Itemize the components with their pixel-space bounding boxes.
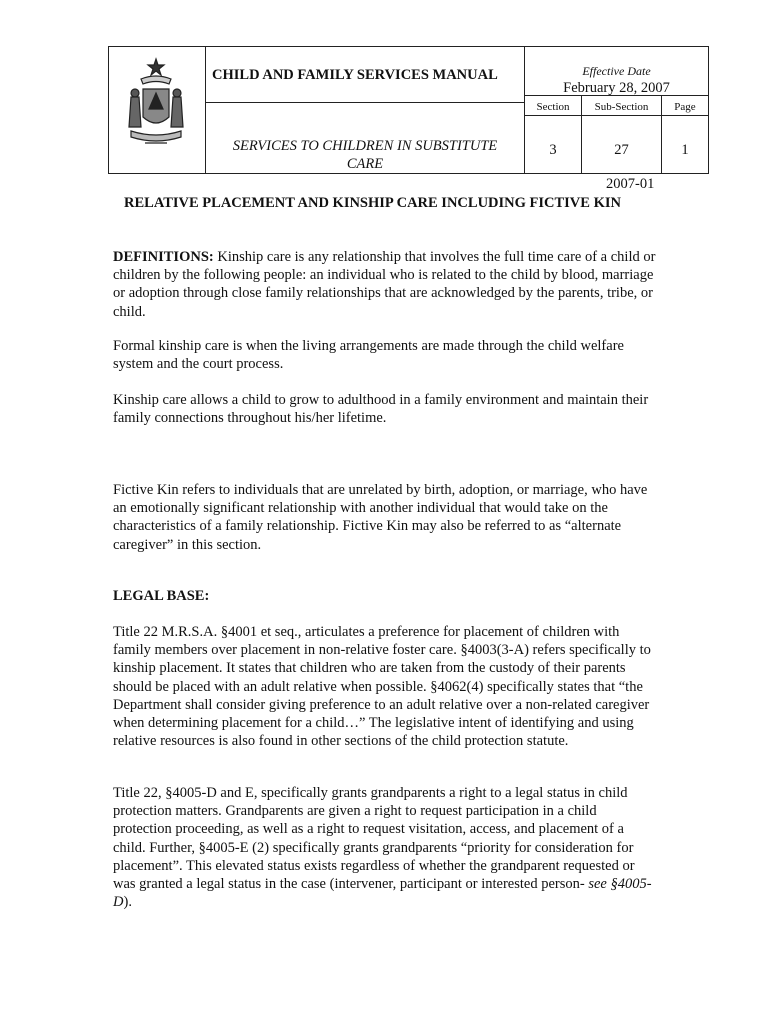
subsection-column [582, 96, 662, 173]
manual-title: CHILD AND FAMILY SERVICES MANUAL [212, 67, 498, 83]
subsection-label: Sub-Section [594, 101, 649, 113]
subject-cell [206, 103, 525, 173]
section-label: Section [536, 101, 570, 113]
page-column [662, 96, 708, 173]
definitions-paragraph-4: Fictive Kin refers to individuals that are unrelated by birth, adoption, or marriage, who have an emotionally significant relationship with another individual that would take on the characteristics of a family relationship. Fictive Kin may also be referred to as “alternate caregiver” in this section. [113, 482, 648, 553]
document-title: RELATIVE PLACEMENT AND KINSHIP CARE INCLUDING FICTIVE KIN [124, 195, 621, 211]
manual-title-cell [206, 47, 525, 103]
definitions-paragraph-2: Formal kinship care is when the living arrangements are made through the child welfare system and the court process. [113, 338, 624, 373]
document-code: 2007-01 [606, 176, 655, 192]
page-value: 1 [681, 142, 689, 158]
legal-base-heading: LEGAL BASE: [113, 588, 210, 604]
legal-base-paragraph-2 [113, 784, 658, 911]
legal-base-paragraph-1: Title 22 M.R.S.A. §4001 et seq., articulates a preference for placement of children with family members over placement in non-relative foster care. §4003(3-A) refers specifically to kinship placement. It states that children who are taken from the custody of their parents should be placed with an adult relative when possible. §4062(4) specifically states that “the Department shall consider giving preference to an adult relative over a non-related caregiver when determining placement for a child…” The legislative intent of identifying and using relative resources is also found in other sections of the child protection statute. [113, 624, 651, 750]
subject-title: SERVICES TO CHILDREN IN SUBSTITUTE CARE [232, 138, 498, 172]
effective-date-cell [525, 47, 708, 96]
legal-base-text-2: Title 22, §4005-D and E, specifically grants grandparents a right to a legal status in child protection matters. Grandparents are given a right to request participation in a child protection proceeding, as well as a right to request visitation, access, and placement of a child. Further, §4005-E (2) specifically grants grandparents “priority for consideration for placement”. This elevated status exists regardless of whether the grandparent requested or was granted a legal status in the case (intervener, participant or interested person- [113, 785, 635, 893]
maine-state-seal-icon [123, 55, 189, 151]
effective-date-label: Effective Date [582, 64, 651, 78]
seal-cell [109, 47, 206, 173]
definitions-text-1: Kinship care is any relationship that involves the full time care of a child or children by the following people: an individual who is related to the child by blood, marriage or adoption through close family relationships that are acknowledged by the parents, tribe, or child. [113, 249, 656, 320]
page-label: Page [674, 101, 696, 113]
effective-date: February 28, 2007 [563, 80, 670, 96]
definitions-label: DEFINITIONS: [113, 249, 214, 265]
statute-reference: see §4005-D [113, 876, 652, 911]
definitions-paragraph-3: Kinship care allows a child to grow to adulthood in a family environment and maintain their family connections throughout his/her lifetime. [113, 392, 649, 427]
definitions-paragraph-1 [113, 248, 658, 321]
section-value: 3 [549, 142, 557, 158]
header-table [108, 46, 709, 174]
section-column [525, 96, 582, 173]
subsection-value: 27 [614, 142, 629, 158]
legal-base-text-2-end: ). [123, 894, 132, 911]
